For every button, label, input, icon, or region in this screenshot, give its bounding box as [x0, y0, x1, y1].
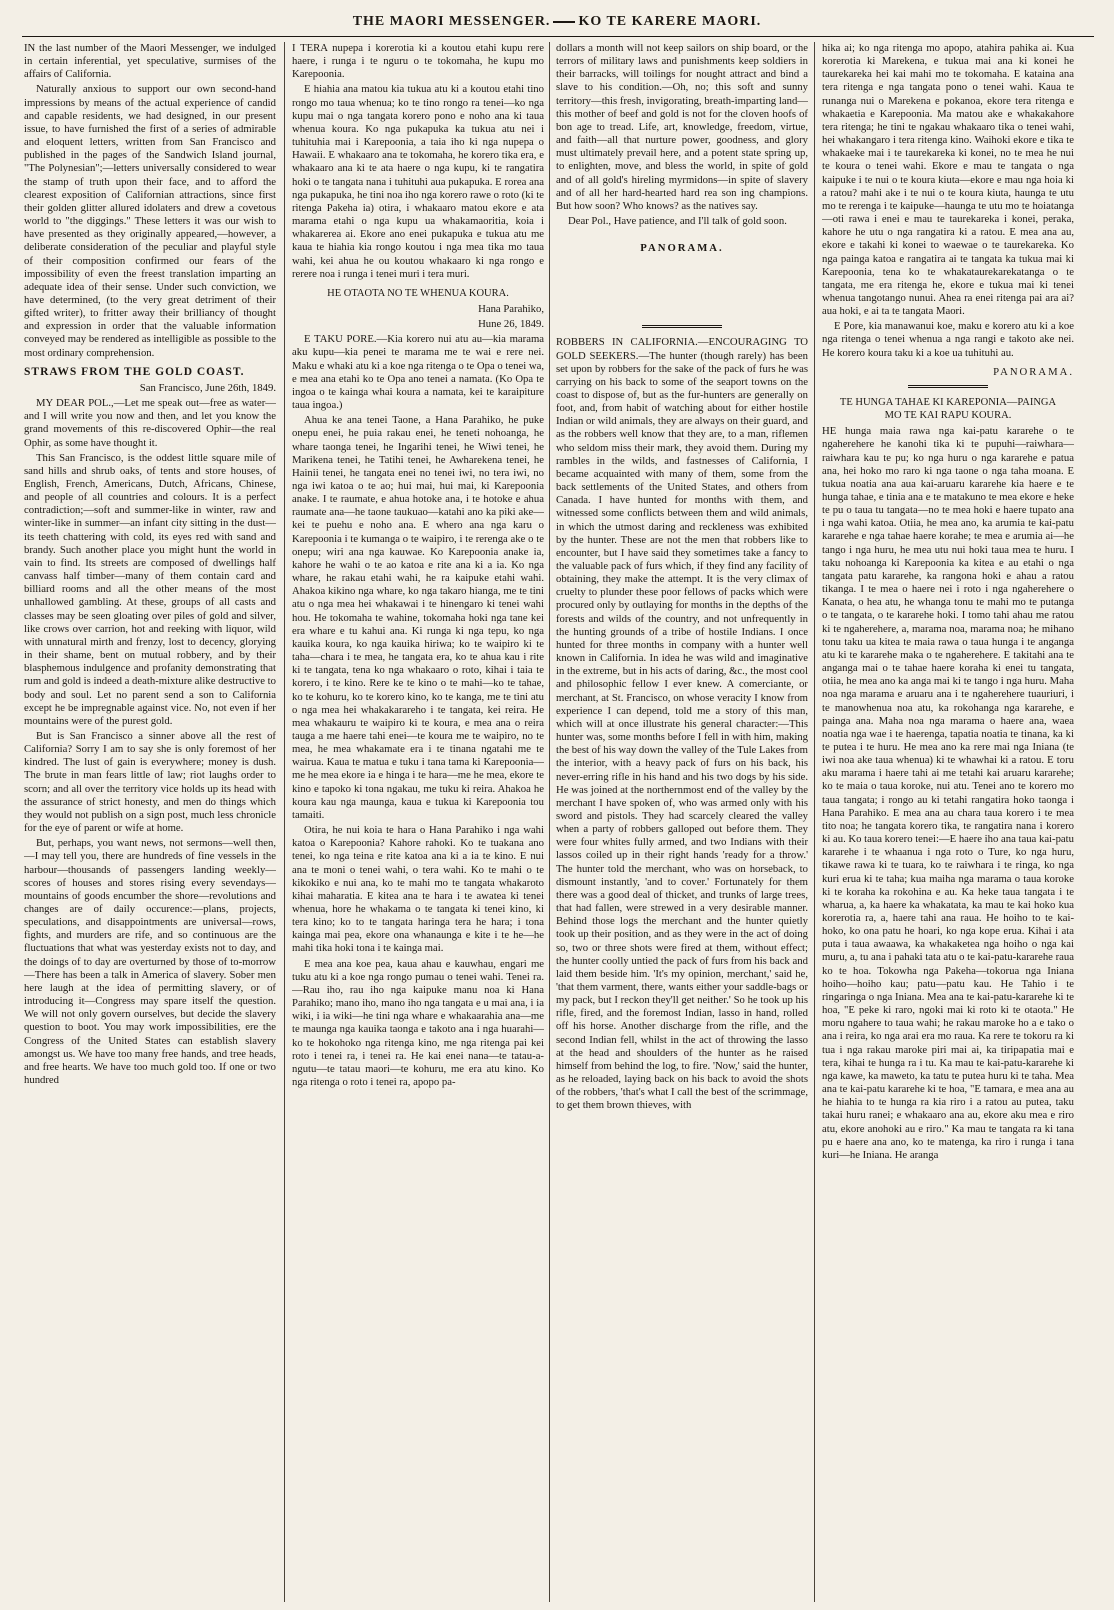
column-4	[822, 42, 1074, 1602]
article-heading-otaota: HE OTAOTA NO TE WHENUA KOURA.	[327, 287, 509, 299]
dateline-place: Hana Parahiko,	[478, 302, 544, 315]
body-paragraph: This San Francisco, is the oddest little square mile of sand hills and shrub oaks, of tents and store houses, of English, French, Americans, Dutch, Africans, Chinese, and people of all countries and colours. It is a perfect contradiction;—soft and summer-like in winter, raw and winter-like in summer—an infant city sitting in the dust—its teeth chattering with cold, its eyes red with sand and brandy. Such another place you might hunt the world in vain to find. Its streets are composed of dwellings half canvass half timber—many of them contain card and billiard rooms and all the other means of the most unhallowed gambling. At these, groups of all casts and classes may be seen gloating over piles of gold and silver, like crows over carrion, hot and reeking with liquor, wild with unnatural mirth and frenzy, lost to decency, glorying in their shame, bent on mutual robbery, and by their blasphemous indulgence and profanity demonstrating that rum and gold is indeed a death-mixture alike destructive to body and soul. Let no parent send a son to California except he be impregnable against vice. No, not even if her mountains were of the purest gold.	[24, 451, 276, 727]
column-divider-3	[814, 42, 815, 1602]
body-paragraph: E mea ana koe pea, kaua ahau e kauwhau, engari me tuku atu ki a koe nga rongo pumau o tenei wahi. Tenei ra.—Rau iho, rau iho nga kaipuke manu noa ki Hana Parahiko; mano iho, mano iho nga tangata e u mai ana, i ia wiki, i ia wiki—he tini nga whare e whakaarahia ana—me te maunga nga kauika taonga e takoto ana i nga huarahi—ko te hokohoko nga ritenga kino, me nga ritenga pai kei roto i tenei ra, i tenei ra. He kai enei nana—te tatau-a-ngutu—te tatau maori—te kohuru, me era atu kino. Ko nga ritenga o roto i tenei ra, apopo pa-	[292, 957, 544, 1089]
blank-space	[556, 259, 808, 319]
body-paragraph: MY DEAR POL.,—Let me speak out—free as water—and I will write you now and then, and let you know the grand movements of this re-discovered Ophir—the real Ophir, as some have thought it.	[24, 397, 276, 449]
column-2	[292, 42, 544, 1602]
signature: PANORAMA.	[993, 365, 1074, 378]
body-paragraph: dollars a month will not keep sailors on ship board, or the terrors of military laws and punishments keep soldiers in their barracks, will toilings for nought attract and bind a slave to his condition.—Oh, no; this soft and sunny territory—this fresh, invigorating, breath-imparting land—this mother of beef and gold is not for the cloven hoofs of bon age to tread. Life, art, knowledge, freedom, virtue, and faith—all that nurture power, goodness, and glory must ultimately prevail here, and a potent state spring up, to enlighten, move, and bless the world, in spite of gold and of all gold's hireling myrmidons—in spite of slavery and of all her hard-hearted hard rea son ing champions. But how soon? Who knows? as the natives say.	[556, 42, 808, 212]
column-1	[24, 42, 276, 1602]
column-divider-1	[284, 42, 285, 1602]
body-paragraph: E TAKU PORE.—Kia korero nui atu au—kia marama aku kupu—kia penei te marama me te wai e rere nei. Maku e whaki atu ki a koe nga ritenga o te Opa o tenei wa, e mea ana etahi ko te Opa ano tenei a namata. (Ko Opa te ingoa o te kainga whai koura a namata, kei te karaipiture taua ingoa.)	[292, 333, 544, 412]
body-paragraph: HE hunga maia rawa nga kai-patu kararehe o te ngaherehere he kanohi tika ki te pupuhi—raiwhara—raiwhara kau te pu; ko nga huru o nga kararehe e patua ana, hei hoko mo raro ki nga taone o nga taha moana. E tukua noatia ana aua kai-aruaru kararehe kia haere e te hunga tahae, e tinia ana e te matakuno te mea ekore e heke te pu o taua tu tangata—no te mea hoki e haere tupato ana i nga wahi katoa. Otiia, he mea ano, ka arumia te kai-patu kararehe e nga tahae haere korahe; te mea e arumia ai—he tango i nga huru, he mea utu nui hoki taua mea te huru. I taku nohoanga ki Karepoonia ka kitea e au etahi o nga tangata patu kararehe, ka rangona hoki e ahau a ratou tikanga. I te mea o haere nei i roto i nga ngaherehere o Kanata, o hea atu, he whanga tonu te mahi mo te putanga o te tangata, o te kararehe hoki. I tomo tahi ahau me ratou ki te ngaherehere, a, marama noa, marama noa; he mihano tonu taku ua kitea te maia rawa o taua hunga i te anganga atu ki te kararehe maka o te ngaherehere. E takitahi ana te anganga mai o te tahae haere koraha ki enei tu tangata, otiia, he mea ano ka anga mai ki te tango i nga huru. Maha noa nga marama e aruaru ana i te ngaherehere tuauriuri, i te manowhenua noa atu, ka rokohanga nga kararehe, e painga ana. Maha noa nga marama o haere ana, waea noatia nga wae i te haerenga, tapatia noatia te tinana, ka ki te putea i te huru. He mea ano ka rere mai nga Iniana (te iwi noa ake taua whenua) ki te whawhai ki a ratou. E toru aku marama i haere tahi ai me tetahi kai aruaru kararehe; ko te maia o taua koroke, nui atu. Tenei ano te korero mo taua tangata; i rongo au ki tetahi rangatira hoko taonga i Hana Parahiko. E mea ana au chara taua korero i te mea tito noa; he tangata korero tika, te rangatira nana i korero ki au. Ko taua korero tenei:—E haere iho ana taua kai-patu kararehe i te whaanua i nga roto o Ture, ko nga huru, tikawe rawa ki te tuara, ko te raiwhara i te ringa, ko nga kuri erua ki te taha; kua maiha nga marama o taua koroke ki te koraha ka rokohina e au. Ka heke taua tangata i te wharua, a, ka haere ka whakatata, ka mau te kai hoko kua korerotia ra, a, haere tahi ana raua. He hoiho to te kai-hoko, ko ona patu he hoari, ko nga kope erua. Kihai i ata puta i taua awaawa, ka whakaketea nga hoiho o nga kai muru, a, tu ana i pahaki tata atu o te kai-patu-kararehe raua ko te hoa. Tokowha nga Pakeha—tokorua nga Iniana hoiho—hoiho kau; patu—patu kau. He Tahio i te ringaringa o nga Iniana. Mea ana te kai-patu-kararehe ki te hoa, "E peke ki raro, ngoki mai ki roto ki te otaota." He moru ngahere to taua wahi; he rakau maroke ho a e tako o ana i reira, ko nga arai era mo raua. Ka rere te tokoru ra ki tua i nga rakau maroke piri mai ai, ka tiripapatia mai e tera, kihai te hunga ra i tu. Ka mau te kai-patu-kararehe ki nga kawe, ka maweto, ka tatu te putea huru ki te taha. Mea ana te kai-patu kararehe ki te hoa, "E tamara, e mea ana au he hiahia to te hunga ra kia riro i a ratou au putea, taku takai huru ranei; e whakaaro ana au, ekore aku mea e riro atu, ekore anohoki au e riro." Ka mau te tangata ra ki tana pu e haere ana ano, ko te matenga, ka riro i runga i tana kuri—he Iniana. He aranga	[822, 425, 1074, 1161]
article-heading-straws: STRAWS FROM THE GOLD COAST.	[24, 365, 245, 378]
dateline-date: Hune 26, 1849.	[478, 318, 544, 331]
body-paragraph: But is San Francisco a sinner above all the rest of California? Sorry I am to say she is only foremost of her kindred. The lust of gain is everywhere; money is dush. The brute in man fears little of law; riot laughs order to scorn; and all over the territory vice holds up its head with the assurance of strict honesty, and men do things which they would not publish on a sign post, much less chronicle for the eye of parent or wife at home.	[24, 729, 276, 835]
body-paragraph: But, perhaps, you want news, not sermons—well then,—I may tell you, there are hundreds of fine vessels in the harbour—thousands of passengers landing weekly—scores of houses and stores rising every sevendays—mountains of goods encumber the shore—revolutions and changes are of daily occurence:—plans, projects, speculations, and disappointments are universal—rows, fights, and murders are rife, and so continuous are the fluctuations that what was yesterday exists not to day, and the doings of to day are overturned by those of to-morrow—There has been a talk in America of slavery. Sober men here laugh at the idea of permitting slavery, or of introducing it—Congress may spare itself the question. We will not only govern ourselves, but decide the slavery question to boot. You may work impossibilities, ere the Congress of the United States can establish slavery amongst us. We have too many free hands, and tree heads, and free hearts. We have too much gold too. If one or two hundred	[24, 837, 276, 1087]
intro-paragraph: I TERA nupepa i korerotia ki a koutou etahi kupu rere haere, i runga i te nguru o te tokomaha, he kupu mo Karepoonia.	[292, 42, 544, 81]
section-divider	[908, 385, 988, 390]
body-paragraph: Naturally anxious to support our own second-hand impressions by means of the actual experience of candid and capable residents, we had designed, in our present issue, to have furnished the first of a series of admirable and eloquent letters, written from San Francisco and published in the pages of the Sandwich Island journal, "The Polynesian";—letters universally considered to wear the stamp of truth upon their face, and to afford the clearest exposition of Californian attractions, since first their golden glitter allured idolaters and drew a covetous world to "the diggings." These letters it was our wish to have presented as they originally appeared,—however, a deliberate consideration of the peculiar and playful style of their composition confirmed our fears of the impossibility of even the freest translation imparting an adequate idea of their sense. Under such conviction, we have determined, (to the very great detriment of their gifted writer), to fritter away their brilliancy of thought and expression in order that the valuable information conveyed may be rendered as intelligible as possible to the most ordinary comprehension.	[24, 83, 276, 359]
body-paragraph: Dear Pol., Have patience, and I'll talk of gold soon.	[568, 215, 787, 228]
masthead-rule	[22, 36, 1094, 37]
body-paragraph: Otira, he nui koia te hara o Hana Parahiko i nga wahi katoa o Karepoonia? Kahore rahoki. Ko te tuakana ano tenei, ko nga teina e rite katoa ana ki a ia te kino. E nui ana te moni o tenei wahi, o tera wahi. Ko te mahi o te kikokiko e nui ana, ko te mahi mo te tangata whakaroto kihai maharatia. E kitea ana te hara i te awatea ki tenei whenua, hore he whakama o te tangata ki tenei kino, ki tera kino; ko to te tangata haringa tera he hara; i tona kainga mai pea, ekore ona whanaunga e kite i te he—he mahi tika hoki tona i te kainga mai.	[292, 824, 544, 955]
signature: PANORAMA.	[640, 242, 724, 255]
body-paragraph: E hiahia ana matou kia tukua atu ki a koutou etahi tino rongo mo taua whenua; ko te tino rongo ra tenei—ko nga kupu mai o nga tangata korero pono e noho ana ki taua whenua koura. Ko nga pukapuka ka tukua atu nei i tuhituhia mai i Karepoonia, a taia iho ki nga nupepa o Hawaii. E whakaaro ana te tokomaha, he korero tika era, e whakaaro ana ki te ata haere o nga kupu, ki te rangatira hoki o te tangata nana i tuhituhi aua pukapuka. E rorea ana nga pukapuka, he tini noa iho nga korero rawe o roto (ki te ritenga Pakeha ia) otira, i whakaaro matou ekore e ata marama etahi o nga kupu ua whakamaoritia, koia i whakarerea ai. Ekore ano enei pukapuka e tukua atu me kaua te hiahia kia rongo koutou i nga mea tika mo taua wahi, kei ahua he ou koutou whakaaro ki nga rongo e rerere noa i runga i tenei muri i tera muri.	[292, 83, 544, 280]
section-divider	[642, 325, 722, 330]
intro-paragraph: IN the last number of the Maori Messenger, we indulged in certain inferential, yet speculative, surmises of the affairs of California.	[24, 42, 276, 81]
masthead	[0, 14, 1114, 30]
body-paragraph: hika ai; ko nga ritenga mo apopo, atahira pahika ai. Kua korerotia ki Marekena, e tukua mai ana ki konei he taurekareka hei kai mahi mo te tokomaha. E kataina ana tera ritenga e nga tangata pono o tenei wahi. Kaua te runanga nui o Marekena e pokanoa, ekore tera ritenga e whakaetia e Karepoonia. Ma matou ake e whakakahore tera ritenga; he tini te ngakau whakaaro tika o tenei wahi, hei whakangaro i tera ritenga kino. Waihoki ekore e tika te whakaeke mai i te taurekareka ki konei, no te mea he nui te koura o tenei wahi. Ekore e mau te tangata o nga kaipuke i te nui o te koura kiuta—ekore e mau nga hoia ki a ratou? mahi ake i te nui o te koura kiuta, haunga te utu mo te rerenga i te kaipuke—haunga te utu mo te hoiatanga—oti rawa i enei e mau te taurekareka i konei, peraka, kahore he utu o nga rangatira ki a ratou. E mea ana au, ekore e takahi ki konei to waewae o te taurekareka. Ko nga painga katoa e rangatira ai te tangata ka tukua mai ki Karepoonia, tena ko te whakataurekarekatanga o te tangata, me era ritenga he, ekore e tukua mai ki tenei whenua tangotango nunui. Ahea ra enei ritenga pai ara ai? aua hoki, e ai ta te tangata Maori.	[822, 42, 1074, 318]
masthead-english: THE MAORI MESSENGER.	[352, 14, 551, 29]
masthead-maori: KO TE KARERE MAORI.	[578, 14, 762, 29]
column-3	[556, 42, 808, 1602]
dateline: San Francisco, June 26th, 1849.	[139, 381, 276, 394]
body-paragraph: —The hunter (though rarely) has been set upon by robbers for the sake of the pack of furs he was carrying on his back to some of the seaport towns on the coast to dispose of, but as the fur-hunters are generally on foot, and, from habit of watching about for either hostile Indian or wild animals, they are always on their guard, and as the robbers well know that they are, to a man, riflemen who seldom miss their mark, they avoid them. During my rambles in the wilds, and fastnesses of California, I became acquainted with many of them, some from the back settlements of the United States, and others from Canada. I have hunted for months with them, and witnessed some conflicts between them and wild animals, in which the utmost daring and reckleness was exhibited by the hunter. These are not the men that robbers like to encounter, but I have said they sometimes take a fancy to the valuable pack of furs which, if they find any facility of obtaining, they make the attempt. It is the very climax of cruelty to plunder these poor fellows of packs which were procured only by outlaying for months in the depths of the forests and wilds of the country, and not unfrequently in the hunting grounds of a tribe of hostile Indians. I once hunted for three months in company with a hunter well known in California. In idea he was wild and imaginative in the extreme, but in his acts of daring, &c., the most cool and philosophic fellow I ever knew. A comerciante, or merchant, at St. Francisco, on whose veracity I know from experience I can depend, told me a story of this man, which will at once illustrate his general character:—This hunter was, some months before I fell in with him, making the best of his way down the valley of the Tule Lakes from the interior, with a heavy pack of furs on his back, his never-erring rifle in his hand and his two dogs by his side. He was joined at the northernmost end of the valley by the merchant I have spoken of, who was armed only with his sword and pistols. They had scarcely cleared the valley when a party of robbers galloped out before them. They were four whites fully armed, and two Indians with their lassos coiled up in their right hands 'ready for a throw.' The hunter told the merchant, who was on horseback, to dismount instantly, 'and to cover.' Fortunately for them there was a good deal of thicket, and trunks of large trees, that had fallen, were strewed in a very desirable manner. Behind those logs the merchant and the hunter quietly took up their position, and as they were in the act of doing so, two or three shots were fired at them, without effect; the hunter coolly untied the pack of furs from his back and laid them beside him. 'It's my opinion, merchant,' said he, 'that them varment, there, wants either your saddle-bags or my pack, but I reckon they'll get neither.' So he took up his rifle, fired, and the foremost Indian, lasso in hand, rolled off his horse. Another discharge from the rifle, and the second Indian fell, whilst in the act of throwing the lasso at the head and shoulders of the hunter as he raised himself from behind the log, to fire. 'Now,' said the hunter, as he reloaded, laying back on his back to avoid the shots of the robbers, 'that's what I call the best of the scrimmage, to get them brown thieves, with	[556, 349, 808, 1112]
body-paragraph: Ahua ke ana tenei Taone, a Hana Parahiko, he puke onepu enei, he puia rakau enei, he teneti nohoanga, he whare taonga tenei, he Ingarihi tenei, he Wiwi tenei, he Marikena tenei, he Tatihi tenei, he Awharekena tenei, he Hainii tenei, he tangata enei no tenei iwi, no tera iwi, no nga iwi katoa o te ao; hui mai, hui mai, ki Karepoonia anake. I te raumate, e ahua hotoke ana, i te hotoke e ahua raumate ana—he taone taukuao—katahi ano ka piki ake—kei te puehu e noho ana. E whero ana nga karu o Karepoonia i te kumanga o te waipiro, i te rerenga ake o te onepu; wiri ana nga kauwae. Ko Karepoonia anake ia, kahore he wahi o te ao katoa e rite ana ki a ia. Ko nga whare, he rakau etahi wahi, he ra kaipuke etahi wahi. Ahakoa kikino nga whare, ko nga takaro hianga, me te tini atu o nga mea hei whakawai i te hinengaro ki tenei wahi hou. He tokomaha te wahine, tokomaha hoki nga tane kei era whare e tu kahui ana. Ki runga ki nga tepu, ko nga kauika koura, ko nga kauika hiriwa; ko te waipiro ki te taha—chara i te mea, he tangata era, ko te ahua kau i rite ki te tangata, tena ko nga whakaaro o roto, kihai i taia te korero, i te kino. Rere ke te kino o te mahi—ko te tahae, ko te kohuru, ko te korero kino, ko te kanga, me te tini atu o nga mea hei whakakarareho i te tangata, kei reira. He mea whakauru te waipiro ki te koura, e mea ana o reira tauga a me haere tahi enei—te koura me te waipiro, no te mea, he mea whakamate era i te tinana ngatahi me te wairua. Kaua te matua e tuku i tana tama ki Karepoonia—me he mea ekore ia e hinga i te hara—me he mea, ekore te kino e tapoko ki tona ngakau, me tuku ki reira. Ahakoa he koura kau nga maunga, kaua e tukua ki Karepoonia tou tamaiti.	[292, 414, 544, 821]
column-divider-2	[549, 42, 550, 1602]
body-paragraph: E Pore, kia manawanui koe, maku e korero atu ki a koe nga ritenga o tenei whenua a nga rangi e takoto ake nei. He korero koura taku ki a koe ua tuhituhi au.	[822, 320, 1074, 359]
article-heading-hunga-tahae-2: MO TE KAI RAPU KOURA.	[884, 410, 1012, 422]
article-heading-robbers: ROBBERS IN CALIFORNIA.—ENCOURAGING TO GOLD SEEKERS.	[556, 336, 808, 362]
article-heading-hunga-tahae: TE HUNGA TAHAE KI KAREPONIA—PAINGA	[839, 396, 1057, 408]
masthead-separator	[553, 21, 575, 23]
